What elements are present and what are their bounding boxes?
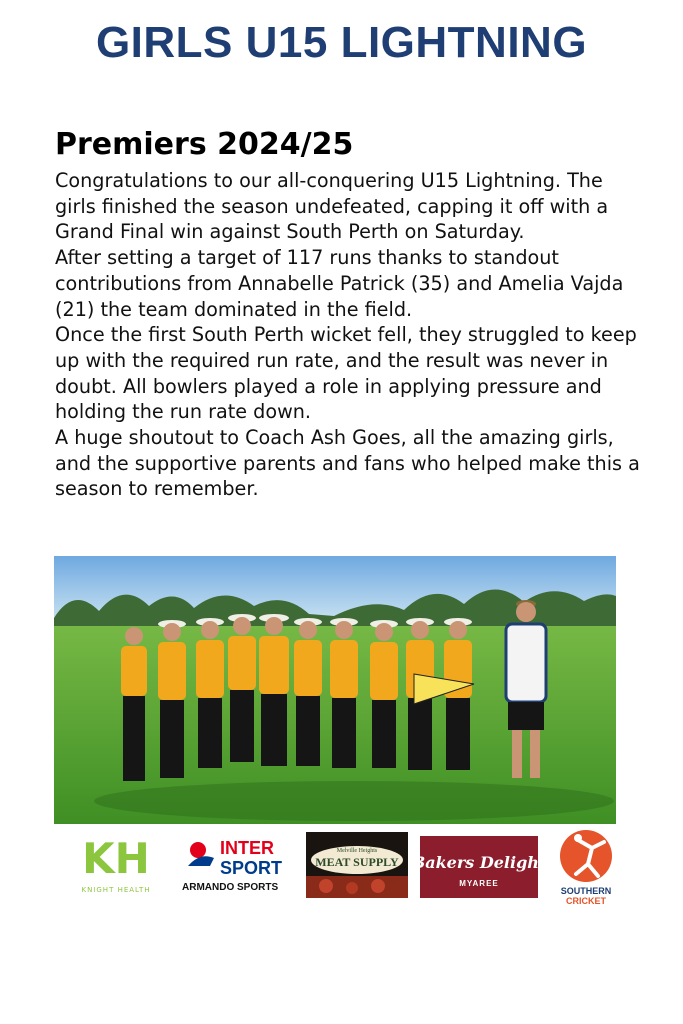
southern-cricket-line2: CRICKET xyxy=(566,896,606,906)
sponsor-southern-cricket xyxy=(548,828,624,908)
southern-cricket-logo xyxy=(548,828,624,908)
intersport-line2: SPORT xyxy=(220,858,283,878)
bakers-delight-logo xyxy=(411,828,547,908)
player xyxy=(158,620,186,778)
paragraph-bowling: Once the first South Perth wicket fell, they struggled to keep up with the required run rate, and the result was never in doubt. All bowlers played a role in applying pressure and holding the run rate down. xyxy=(55,323,637,424)
player xyxy=(330,618,358,768)
sponsor-meat-supply xyxy=(306,828,408,908)
knight-health-name: KNIGHT HEALTH xyxy=(81,886,151,894)
player xyxy=(294,618,322,766)
meat-supply-logo xyxy=(306,828,408,908)
sponsor-intersport xyxy=(180,828,292,908)
player xyxy=(370,620,398,768)
article-subtitle: Premiers 2024/25 xyxy=(55,127,354,162)
paragraph-batting: After setting a target of 117 runs thanks to standout contributions from Annabelle Patrick (35) and Amelia Vajda (21) the team dominated in the field. xyxy=(55,246,624,321)
paragraph-intro: Congratulations to our all-conquering U15 Lightning. The girls finished the season undefeated, capping it off with a Grand Final win against South Perth on Saturday. xyxy=(55,169,609,244)
paragraph-thanks: A huge shoutout to Coach Ash Goes, all the amazing girls, and the supportive parents and fans who helped make this a season to remember. xyxy=(55,426,640,501)
player xyxy=(196,618,224,768)
sponsor-strip xyxy=(60,828,630,908)
bakers-delight-sub: MYAREE xyxy=(459,879,499,888)
meat-supply-top: Melville Heights xyxy=(336,848,378,854)
knight-health-mark: KH xyxy=(82,834,150,883)
player xyxy=(444,618,472,770)
southern-cricket-line1: SOUTHERN xyxy=(560,886,612,896)
page-title: GIRLS U15 LIGHTNING xyxy=(95,18,588,67)
meat-supply-name: MEAT SUPPLY xyxy=(315,855,399,869)
player xyxy=(228,614,256,762)
knight-health-logo xyxy=(66,828,166,908)
team-photo xyxy=(54,556,616,824)
article xyxy=(55,126,645,502)
team-photo-illustration xyxy=(54,556,616,824)
intersport-sub: ARMANDO SPORTS xyxy=(182,882,279,893)
player xyxy=(121,627,147,781)
intersport-line1: INTER xyxy=(220,838,274,858)
sponsor-bakers-delight xyxy=(411,828,547,908)
bakers-delight-name: Bakers Delight xyxy=(411,853,547,872)
intersport-logo xyxy=(180,828,292,908)
player xyxy=(259,614,289,766)
sponsor-knight-health xyxy=(66,828,166,908)
